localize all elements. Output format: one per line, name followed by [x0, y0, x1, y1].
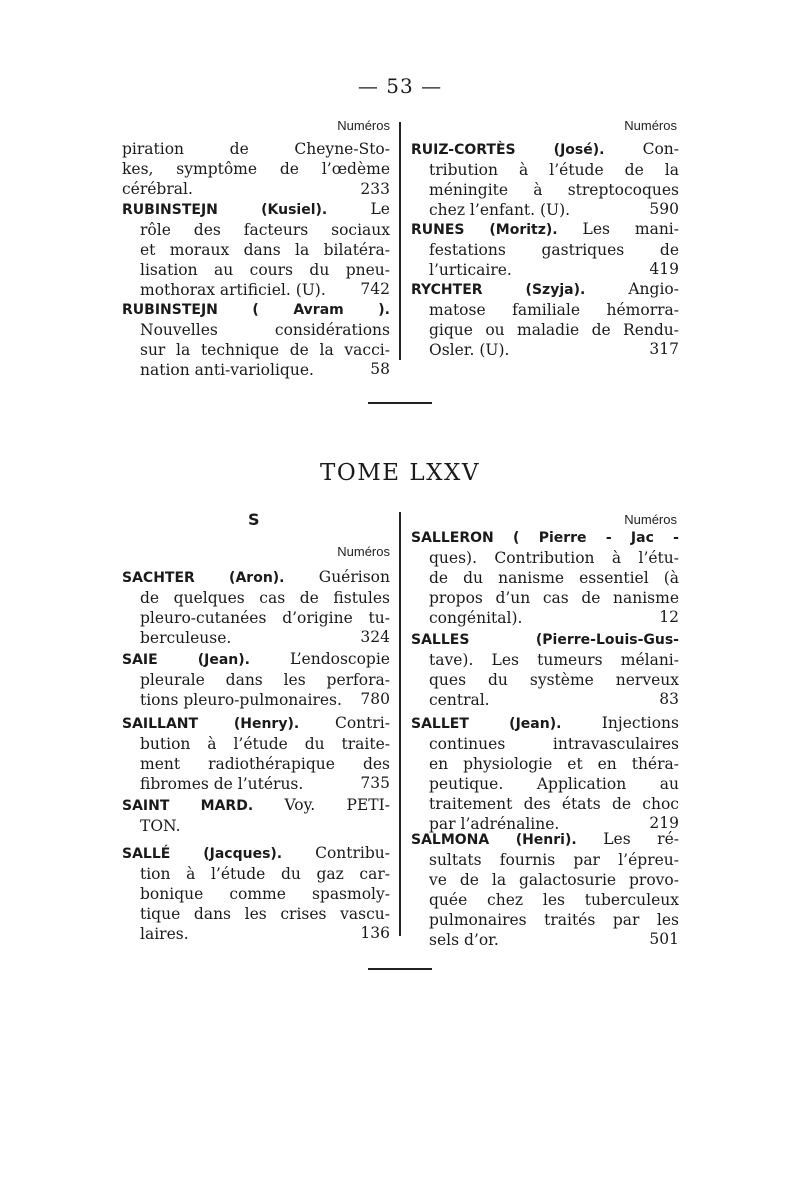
entry-first-line [122, 199, 390, 220]
entry-line: matose familiale hémorra- [429, 301, 679, 319]
entry-line: laires. [140, 925, 189, 943]
entry-text: Con- [604, 140, 679, 158]
entry-line: peutique. Application au [429, 775, 679, 793]
author-name: RUNES (Moritz). [411, 222, 558, 238]
entry-text: L’endoscopie [249, 650, 390, 668]
entry-first-line [411, 219, 679, 240]
entry-text: Injections [561, 714, 679, 732]
entry-line: propos d’un cas de nanisme [429, 589, 679, 607]
column-divider-bottom [399, 512, 401, 936]
entry-line: chez l’enfant. (U). [429, 201, 571, 219]
entry-text: Guérison [284, 568, 390, 586]
author-name: SALLET (Jean). [411, 716, 562, 732]
entry-line: cérébral. [122, 180, 193, 198]
index-entry [122, 139, 390, 199]
entry-line: ment radiothérapique des [140, 755, 390, 773]
index-entry [411, 279, 679, 360]
author-name: SALLES (Pierre-Louis-Gus- [411, 632, 679, 648]
entry-line: pleuro-cutanées d’origine tu- [140, 609, 390, 627]
entry-line: tique dans les crises vascu- [140, 905, 390, 923]
entry-first-line [122, 713, 390, 734]
entry-first-line [411, 139, 679, 160]
entry-number: 324 [360, 628, 390, 646]
entry-line: festations gastriques de [429, 241, 679, 259]
entry-line: tion à l’étude du gaz car- [140, 865, 390, 883]
index-entry [122, 795, 390, 836]
entry-first-line [411, 829, 679, 850]
author-name: SAINT MARD. [122, 798, 254, 814]
index-entry [122, 567, 390, 648]
section-letter: S [248, 510, 260, 529]
entry-line: traitement des états de choc [429, 795, 679, 813]
section-divider-bottom [368, 968, 432, 970]
entry-number: 317 [649, 340, 679, 358]
entry-text: Le [327, 200, 390, 218]
entry-line: mothorax artificiel. (U). [140, 281, 326, 299]
entry-first-line [411, 629, 679, 650]
entry-number: 501 [649, 930, 679, 948]
entry-line: sultats fournis par l’épreu- [429, 851, 679, 869]
index-entry [122, 713, 390, 794]
entry-first-line [122, 567, 390, 588]
entry-number: 590 [649, 200, 679, 218]
entry-line: continues intravasculaires [429, 735, 679, 753]
entry-number: 419 [649, 260, 679, 278]
entry-line: et moraux dans la bilatéra- [140, 241, 390, 259]
entry-line: méningite à streptocoques [429, 181, 679, 199]
entry-line: ques). Contribution à l’étu- [429, 549, 679, 567]
author-name: RUIZ-CORTÈS (José). [411, 142, 605, 158]
entry-line: Osler. (U). [429, 341, 510, 359]
index-entry [122, 199, 390, 300]
index-entry [411, 219, 679, 280]
entry-text: Contri- [299, 714, 390, 732]
entry-first-line [122, 795, 390, 816]
entry-line: gique ou maladie de Rendu- [429, 321, 679, 339]
author-name: SALMONA (Henri). [411, 832, 577, 848]
entry-text: Les mani- [557, 220, 679, 238]
author-name: RYCHTER (Szyja). [411, 282, 586, 298]
entry-line: bonique comme spasmoly- [140, 885, 390, 903]
index-entry [122, 649, 390, 710]
index-entry [122, 299, 390, 380]
entry-first-line [122, 299, 390, 320]
entry-line: lisation au cours du pneu- [140, 261, 390, 279]
page-number: — 53 — [357, 74, 443, 98]
entry-text: Voy. PETI- [253, 796, 390, 814]
entry-line: tions pleuro-pulmonaires. [140, 691, 342, 709]
section-divider-top [368, 402, 432, 404]
entry-line: tribution à l’étude de la [429, 161, 679, 179]
entry-line: tave). Les tumeurs mélani- [429, 651, 679, 669]
entry-line: quée chez les tuberculeux [429, 891, 679, 909]
entry-first-line [411, 527, 679, 548]
entry-line: TON. [140, 817, 181, 835]
entry-number: 735 [360, 774, 390, 792]
entry-first-line [411, 713, 679, 734]
column-divider-top [399, 122, 401, 360]
author-name: RUBINSTEJN (Kusiel). [122, 202, 328, 218]
author-name: SACHTER (Aron). [122, 570, 285, 586]
entry-first-line [122, 649, 390, 670]
entry-line: ques du système nerveux [429, 671, 679, 689]
numeros-header-bottom-right: Numéros [624, 512, 677, 527]
entry-line: kes, symptôme de l’œdème [122, 160, 390, 178]
author-name: RUBINSTEJN ( Avram ). [122, 302, 390, 318]
index-entry [411, 829, 679, 950]
entry-number: 58 [370, 360, 390, 378]
entry-line: ve de la galactosurie provo- [429, 871, 679, 889]
entry-line: nation anti-variolique. [140, 361, 314, 379]
numeros-header-bottom-left: Numéros [337, 544, 390, 559]
index-entry [411, 527, 679, 628]
numeros-header-top-left: Numéros [337, 118, 390, 133]
entry-first-line [411, 279, 679, 300]
entry-number: 136 [360, 924, 390, 942]
entry-line: en physiologie et en théra- [429, 755, 679, 773]
entry-line: piration de Cheyne-Sto- [122, 140, 390, 158]
entry-text: Les ré- [576, 830, 679, 848]
entry-number: 233 [360, 180, 390, 198]
entry-line: bution à l’étude du traite- [140, 735, 390, 753]
author-name: SAIE (Jean). [122, 652, 250, 668]
entry-line: central. [429, 691, 490, 709]
author-name: SALLÉ (Jacques). [122, 846, 283, 862]
entry-line: rôle des facteurs sociaux [140, 221, 390, 239]
entry-text: Angio- [585, 280, 679, 298]
index-entry [411, 139, 679, 220]
index-entry [411, 629, 679, 710]
entry-line: l’urticaire. [429, 261, 512, 279]
entry-number: 742 [360, 280, 390, 298]
tome-title: TOME LXXV [320, 460, 480, 486]
entry-line: Nouvelles considérations [140, 321, 390, 339]
entry-line: fibromes de l’utérus. [140, 775, 304, 793]
index-entry [411, 713, 679, 834]
entry-line: par l’adrénaline. [429, 815, 560, 833]
entry-line: pleurale dans les perfora- [140, 671, 390, 689]
author-name: SALLERON ( Pierre - Jac - [411, 530, 679, 546]
entry-line: de du nanisme essentiel (à [429, 569, 679, 587]
index-entry [122, 843, 390, 944]
author-name: SAILLANT (Henry). [122, 716, 300, 732]
entry-number: 219 [649, 814, 679, 832]
entry-line: de quelques cas de fistules [140, 589, 390, 607]
entry-line: sur la technique de la vacci- [140, 341, 390, 359]
entry-number: 780 [360, 690, 390, 708]
entry-number: 12 [659, 608, 679, 626]
entry-number: 83 [659, 690, 679, 708]
entry-line: congénital). [429, 609, 523, 627]
entry-line: berculeuse. [140, 629, 232, 647]
entry-first-line [122, 843, 390, 864]
entry-text: Contribu- [282, 844, 390, 862]
entry-line: pulmonaires traités par les [429, 911, 679, 929]
numeros-header-top-right: Numéros [624, 118, 677, 133]
entry-line: sels d’or. [429, 931, 499, 949]
